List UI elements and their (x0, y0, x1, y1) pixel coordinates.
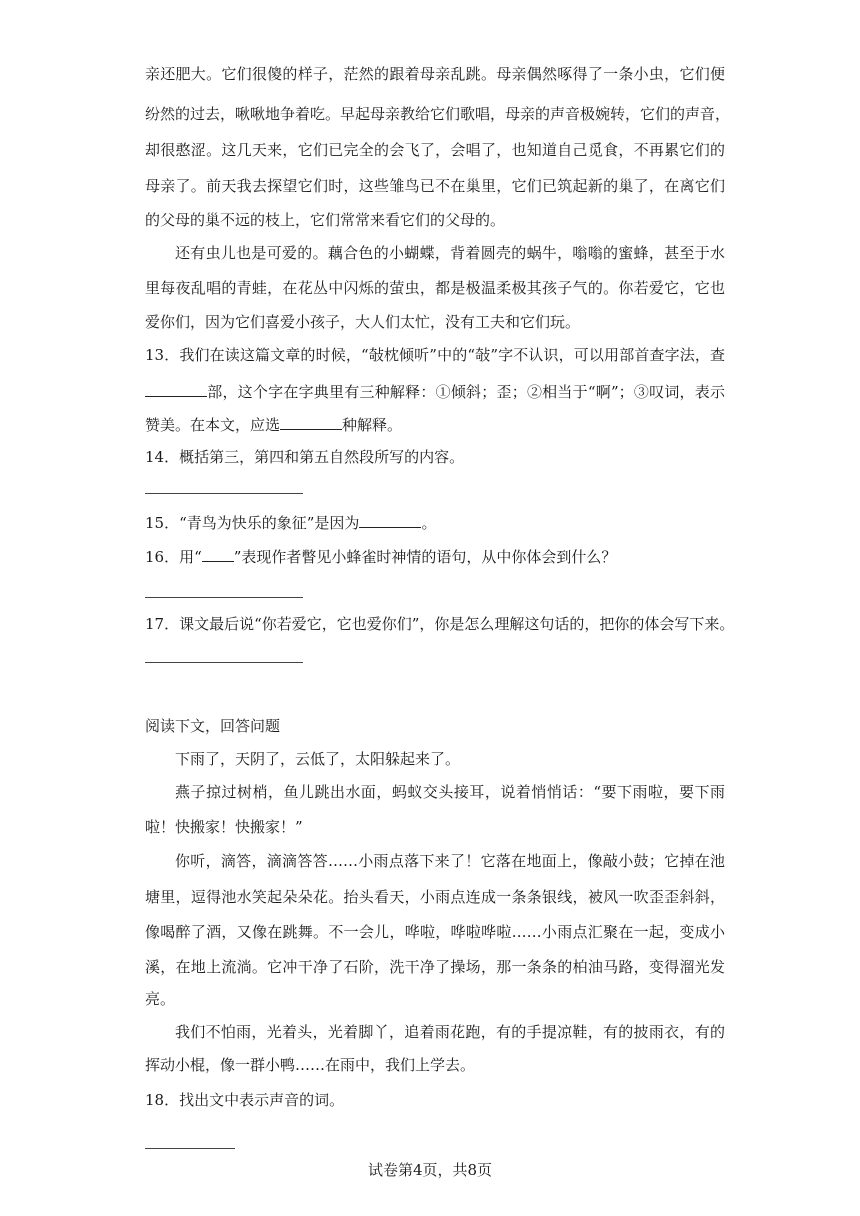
passage-line: 下雨了，天阴了，云低了，太阳躲起来了。 (175, 750, 461, 768)
passage-line: 亲还肥大。它们很傻的样子，茫然的跟着母亲乱跳。母亲偶然啄得了一条小虫，它们便 (145, 65, 725, 83)
passage-line: 我们不怕雨，光着头，光着脚丫，追着雨花跑，有的手提凉鞋，有的披雨衣，有的 (175, 1023, 725, 1041)
passage-line: 燕子掠过树梢，鱼儿跳出水面，蚂蚁交头接耳，说着悄悄话：“要下雨啦，要下雨 (175, 783, 725, 801)
answer-line[interactable] (145, 597, 303, 598)
question-text: 15．“青鸟为快乐的象征”是因为 (145, 514, 360, 532)
question-text: 种解释。 (342, 416, 403, 434)
answer-line[interactable] (145, 493, 303, 494)
passage-line: 爱你们，因为它们喜爱小孩子，大人们太忙，没有工夫和它们玩。 (145, 313, 581, 331)
passage-line: 啦！快搬家！快搬家！” (145, 818, 303, 836)
question-text: ”表现作者瞥见小蜂雀时神情的语句，从中你体会到什么？ (233, 548, 617, 566)
question-18: 18．找出文中表示声音的词。 (145, 1091, 345, 1109)
question-text: 赞美。在本文，应选 (145, 416, 281, 434)
passage-line: 母亲了。前天我去探望它们时，这些雏鸟已不在巢里，它们已筑起新的巢了，在离它们 (145, 177, 725, 195)
passage-line: 的父母的巢不远的枝上，它们常常来看它们的父母的。 (145, 211, 506, 229)
passage-line: 还有虫儿也是可爱的。藕合色的小蝴蝶，背着圆壳的蜗牛，嗡嗡的蜜蜂，甚至于水 (175, 244, 725, 262)
passage-line: 像喝醉了酒，又像在跳舞。不一会儿，哗啦，哗啦哗啦……小雨点汇聚在一起，变成小 (145, 923, 725, 941)
passage-line: 亮。 (145, 990, 176, 1008)
passage-line: 挥动小棍，像一群小鸭……在雨中，我们上学去。 (145, 1056, 476, 1074)
question-13-line (145, 381, 725, 402)
question-text: 16．用“ (145, 548, 202, 566)
question-17: 17．课文最后说“你若爱它，它也爱你们”，你是怎么理解这句话的，把你的体会写下来。 (145, 615, 735, 633)
question-13-line (145, 414, 725, 435)
passage-line: 塘里，逗得池水笑起朵朵花。抬头看天，小雨点连成一条条银线，被风一吹歪歪斜斜， (145, 888, 725, 906)
page-footer: 试卷第4页，共8页 (367, 1161, 493, 1179)
passage-line: 溪，在地上流淌。它冲干净了石阶，洗干净了操场，那一条条的柏油马路，变得溜光发 (145, 958, 725, 976)
passage-line: 纷然的过去，啾啾地争着吃。早起母亲教给它们歌唱，母亲的声音极婉转，它们的声音， (145, 105, 731, 123)
question-16 (145, 546, 725, 567)
passage-line: 里每夜乱唱的青蛙，在花丛中闪烁的萤虫，都是极温柔极其孩子气的。你若爱它，它也 (145, 279, 725, 297)
passage-line: 你听，滴答，滴滴答答……小雨点落下来了！它落在地面上，像敲小鼓；它掉在池 (175, 852, 725, 870)
question-14: 14．概括第三，第四和第五自然段所写的内容。 (145, 448, 465, 466)
passage-line: 却很憨涩。这几天来，它们已完全的会飞了，会唱了，也知道自己觅食，不再累它们的 (145, 141, 725, 159)
question-text: 。 (421, 514, 437, 532)
answer-line[interactable] (145, 662, 303, 663)
answer-blank[interactable] (202, 546, 234, 562)
answer-blank[interactable] (359, 512, 421, 528)
question-text: 部，这个字在字典里有三种解释：①倾斜；歪；②相当于“啊”；③叹词，表示 (207, 383, 725, 401)
section-instruction: 阅读下文，回答问题 (145, 717, 281, 735)
answer-blank[interactable] (280, 414, 342, 430)
answer-line[interactable] (145, 1148, 235, 1149)
question-13-line: 13．我们在读这篇文章的时候，“敧枕倾听”中的“敧”字不认识，可以用部首查字法，查 (145, 346, 725, 364)
answer-blank[interactable] (145, 381, 207, 397)
question-15 (145, 512, 725, 533)
